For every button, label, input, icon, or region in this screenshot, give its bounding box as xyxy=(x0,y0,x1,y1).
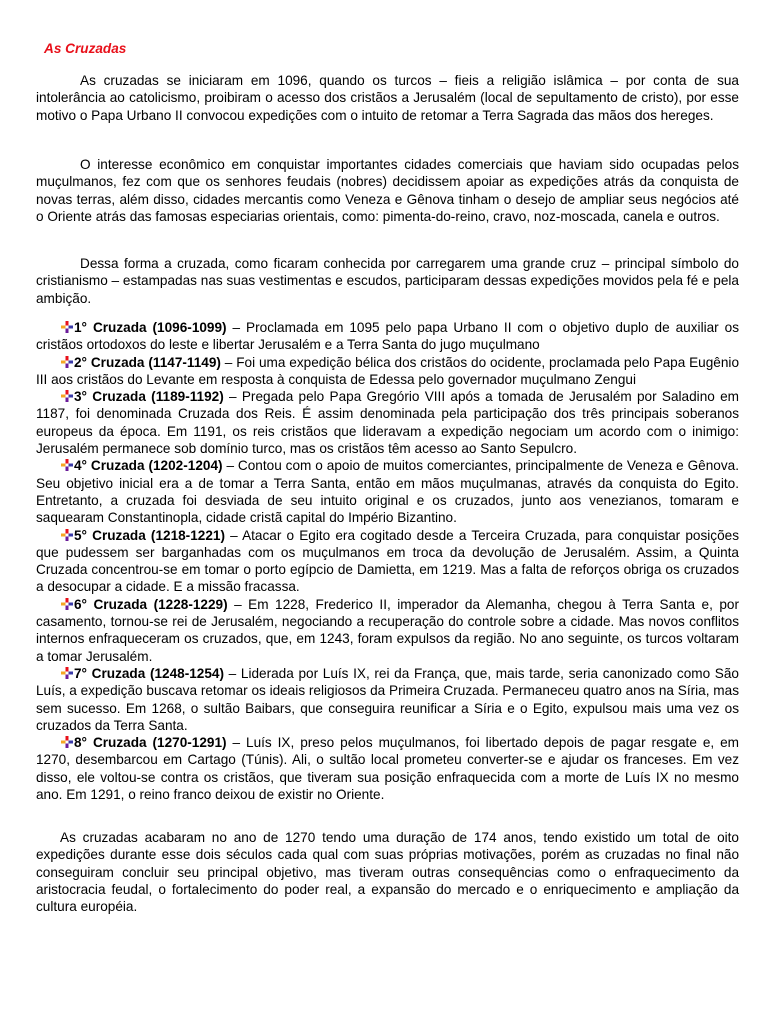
crusade-heading: 4° Cruzada (1202-1204) xyxy=(74,458,223,474)
crusade-heading: 3° Cruzada (1189-1192) xyxy=(74,389,224,405)
crusade-list xyxy=(36,319,739,803)
cross-bullet-icon xyxy=(61,390,73,402)
crusade-heading: 7° Cruzada (1248-1254) xyxy=(74,665,225,681)
document-title: As Cruzadas xyxy=(44,41,127,56)
crusade-heading: 8° Cruzada (1270-1291) xyxy=(74,735,227,751)
cross-bullet-icon xyxy=(61,356,73,368)
crusade-item xyxy=(36,596,739,665)
paragraph-intro: As cruzadas se iniciaram em 1096, quando os turcos – fieis a religião islâmica – por conta de sua intolerância ao catolicismo, proibiram o acesso dos cristãos a Jerusalém (local de sepultamento de cristo), por esse motivo o Papa Urbano II convocou expedições com o intuito de retomar a Terra Sagrada das mãos dos hereges. xyxy=(36,73,739,123)
crusade-description: – Foi uma expedição bélica dos cristãos do ocidente, proclamada pelo Papa Eugênio III aos cristãos do Levante em resposta à conquista de Edessa pelo governador muçulmano Zengui xyxy=(36,354,740,387)
crusade-item xyxy=(36,527,739,596)
crusade-heading: 5° Cruzada (1218-1221) xyxy=(74,527,225,543)
crusade-item xyxy=(36,354,739,389)
crusade-item xyxy=(36,319,739,354)
crusade-description: – Luís IX, preso pelos muçulmanos, foi libertado depois de pagar resgate e, em 1270, desembarcou em Cartago (Túnis). Ali, o sultão local prometeu converter-se e ajudar os franceses. Em vez disso, ele voltou-se contra os cristãos, que tiveram sua posição enfraquecida com a morte de Luís IX no mesmo ano. Em 1291, o reino franco deixou de existir no Oriente. xyxy=(36,735,739,803)
crusade-description: – Liderada por Luís IX, rei da França, que, mais tarde, seria canonizado como São Luís, a expedição buscava retomar os ideais religiosos da Primeira Cruzada. Permaneceu quatro anos na Síria, mas sem sucesso. Em 1268, o sultão Baibars, que conseguira reunificar a Síria e o Egito, expulsou mais uma vez os cruzados da Terra Santa. xyxy=(36,665,739,733)
cross-bullet-icon xyxy=(61,667,73,679)
crusade-item xyxy=(36,457,739,526)
cross-bullet-icon xyxy=(61,529,73,541)
crusade-description: – Proclamada em 1095 pelo papa Urbano II com o objetivo duplo de auxiliar os cristãos ortodoxos do leste e libertar Jerusalém e a Terra Santa do jugo muçulmano xyxy=(36,320,739,353)
crusade-description: – Pregada pelo Papa Gregório VIII após a tomada de Jerusalém por Saladino em 1187, foi denominada Cruzada dos Reis. É assim denominada pela participação dos três principais soberanos europeus da época. Em 1191, os reis cristãos que lideravam a expedição negociam um acordo com o inimigo: Jerusalém permanece sob domínio turco, mas os cristãos têm acesso ao Santo Sepulcro. xyxy=(36,389,739,457)
cross-bullet-icon xyxy=(61,598,73,610)
cross-bullet-icon xyxy=(61,321,73,333)
paragraph-symbol: Dessa forma a cruzada, como ficaram conhecida por carregarem uma grande cruz – principal símbolo do cristianismo – estampadas nas suas vestimentas e escudos, participaram dessas expedições movidos pela fé e pela ambição. xyxy=(36,256,739,306)
crusade-heading: 1° Cruzada (1096-1099) xyxy=(74,320,227,335)
crusade-item xyxy=(36,388,739,457)
crusade-item xyxy=(36,665,739,734)
crusade-description: – Contou com o apoio de muitos comerciantes, principalmente de Veneza e Gênova. Seu objetivo inicial era a de tomar a Terra Santa, então em mãos muçulmanas, através da conquista do Egito. Entretanto, a cruzada foi desviada de seu intuito original e os cruzados, junto aos venezianos, tomaram e saquearam Constantinopla, cidade cristã capital do Império Bizantino. xyxy=(36,458,739,526)
cross-bullet-icon xyxy=(61,459,73,471)
crusade-description: – Atacar o Egito era cogitado desde a Terceira Cruzada, para conquistar posições que pudessem ser barganhadas com os muçulmanos em troca da devolução de Jerusalém. Assim, a Quinta Cruzada concentrou-se em tomar o porto egípcio de Damietta, em 1219. Mas a falta de reforços obriga os cruzados a desocupar a cidade. E a missão fracassa. xyxy=(36,527,739,595)
paragraph-conclusion: As cruzadas acabaram no ano de 1270 tendo uma duração de 174 anos, tendo existido um total de oito expedições durante esse dois séculos cada qual com suas próprias motivações, porém as cruzadas no final não conseguiram concluir seu principal objetivo, mas tiveram outras consequências como o enfraquecimento da aristocracia feudal, o fortalecimento do poder real, a expansão do mercado e o enriquecimento e ampliação da cultura européia. xyxy=(36,830,739,915)
crusade-heading: 2° Cruzada (1147-1149) xyxy=(74,354,221,370)
paragraph-economic: O interesse econômico em conquistar importantes cidades comerciais que haviam sido ocupadas pelos muçulmanos, fez com que os senhores feudais (nobres) decidissem apoiar as expedições atrás da conquista de novas terras, além disso, cidades mercantis como Veneza e Gênova tinham o desejo de ampliar seus negócios até o Oriente atrás das famosas especiarias orientais, como: pimenta-do-reino, cravo, noz-moscada, canela e outros. xyxy=(36,157,739,224)
crusade-description: – Em 1228, Frederico II, imperador da Alemanha, chegou à Terra Santa e, por casamento, tornou-se rei de Jerusalém, negociando a recuperação do controle sobre a cidade. Mas novos conflitos internos enfraqueceram os cruzados, que, em 1243, foram expulsos da região. No ano seguinte, os turcos voltaram a tomar Jerusalém. xyxy=(36,596,739,664)
crusade-heading: 6° Cruzada (1228-1229) xyxy=(74,596,228,612)
crusade-item xyxy=(36,734,739,803)
cross-bullet-icon xyxy=(61,736,73,748)
